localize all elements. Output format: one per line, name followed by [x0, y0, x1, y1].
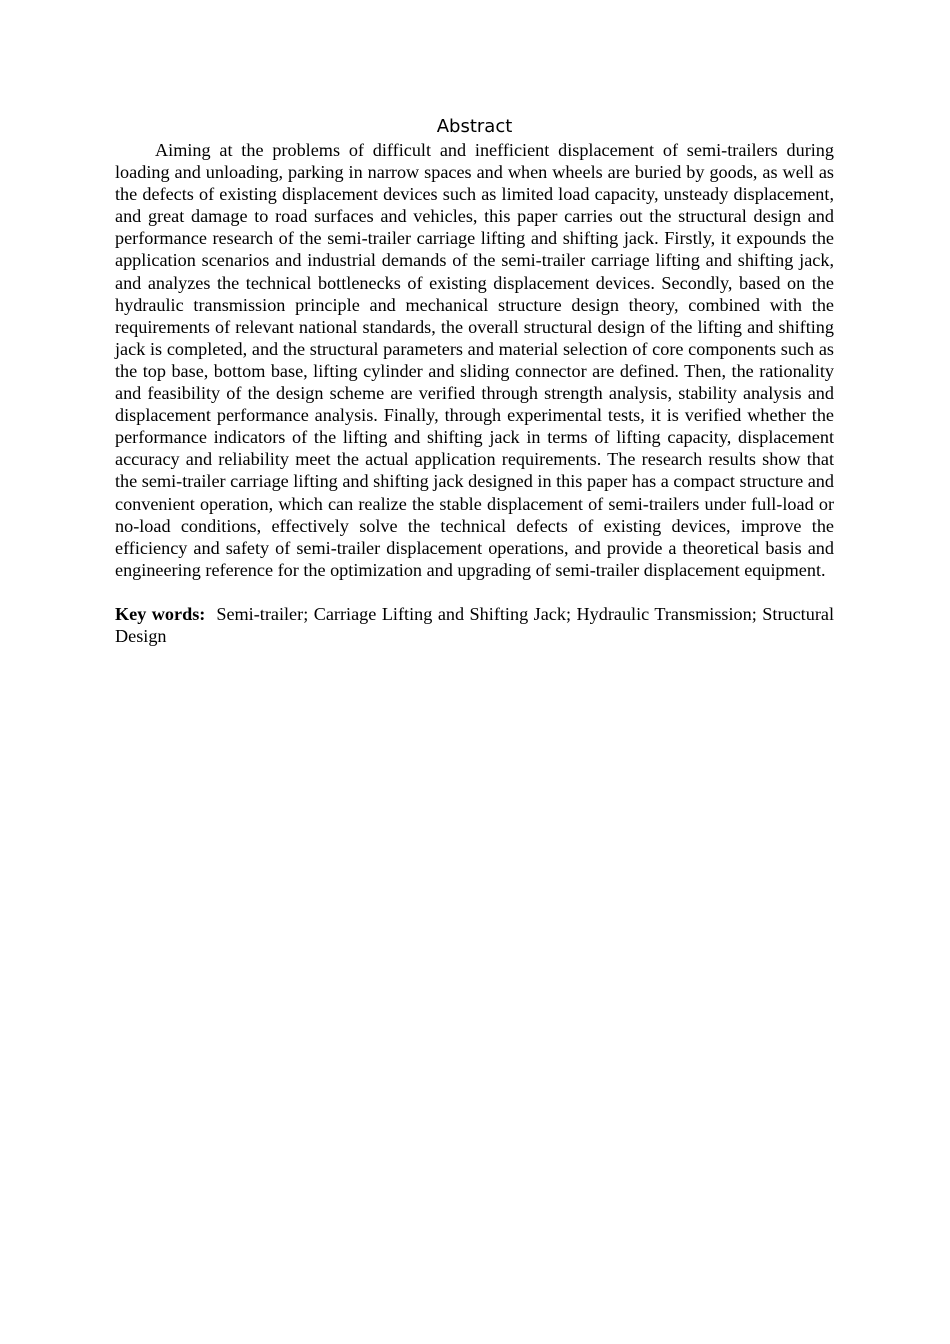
keywords-label: Key words:: [115, 603, 206, 624]
abstract-section: [115, 115, 834, 647]
abstract-body: Aiming at the problems of difficult and inefficient displacement of semi-trailers during loading and unloading, parking in narrow spaces and when wheels are buried by goods, as well as the defects of existing displacement devices such as limited load capacity, unsteady displacement, and great damage to road surfaces and vehicles, this paper carries out the structural design and performance research of the semi-trailer carriage lifting and shifting jack. Firstly, it expounds the application scenarios and industrial demands of the semi-trailer carriage lifting and shifting jack, and analyzes the technical bottlenecks of existing displacement devices. Secondly, based on the hydraulic transmission principle and mechanical structure design theory, combined with the requirements of relevant national standards, the overall structural design of the lifting and shifting jack is completed, and the structural parameters and material selection of core components such as the top base, bottom base, lifting cylinder and sliding connector are defined. Then, the rationality and feasibility of the design scheme are verified through strength analysis, stability analysis and displacement performance analysis. Finally, through experimental tests, it is verified whether the performance indicators of the lifting and shifting jack in terms of lifting capacity, displacement accuracy and reliability meet the actual application requirements. The research results show that the semi-trailer carriage lifting and shifting jack designed in this paper has a compact structure and convenient operation, which can realize the stable displacement of semi-trailers under full-load or no-load conditions, effectively solve the technical defects of existing devices, improve the efficiency and safety of semi-trailer displacement operations, and provide a theoretical basis and engineering reference for the optimization and upgrading of semi-trailer displacement equipment.: [115, 140, 834, 580]
keywords-line: [115, 603, 834, 647]
abstract-title: Abstract: [436, 116, 513, 137]
keywords-text: Semi-trailer; Carriage Lifting and Shifting Jack; Hydraulic Transmission; Structural Design: [115, 603, 835, 646]
